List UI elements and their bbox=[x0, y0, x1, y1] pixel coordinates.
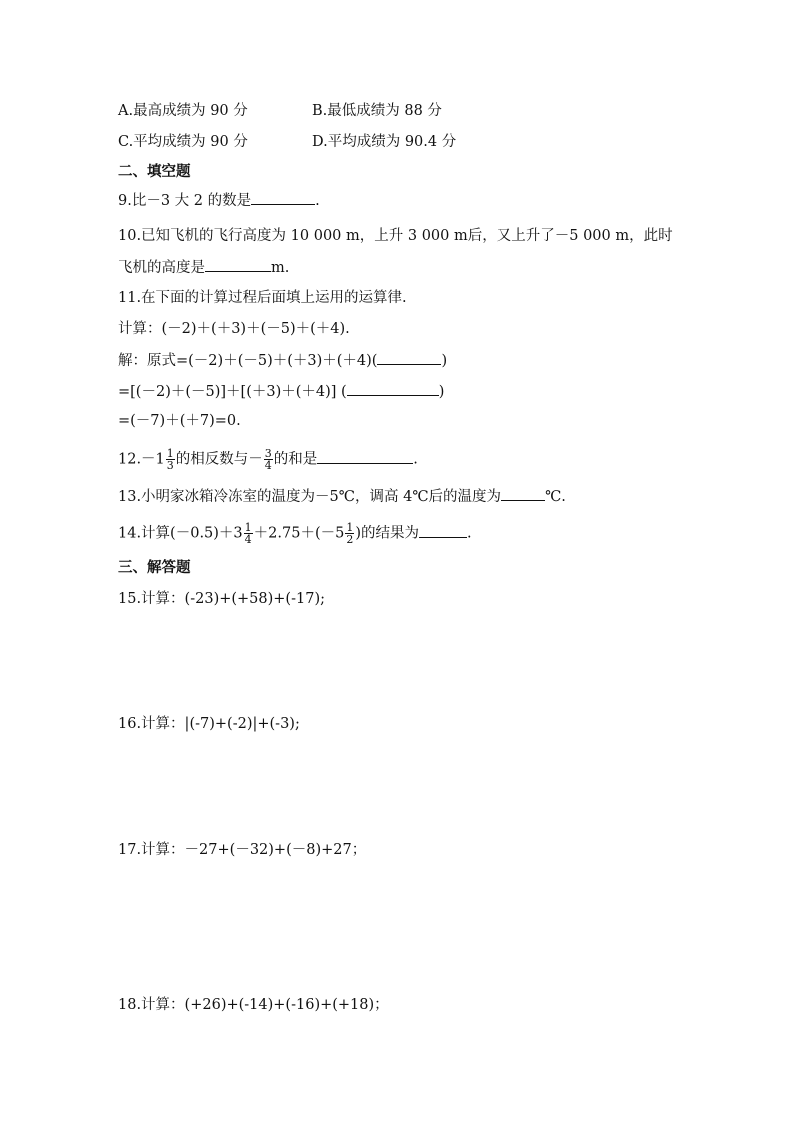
question-11-calc: 计算：(－2)＋(＋3)＋(－5)＋(＋4). bbox=[118, 321, 350, 337]
q14-end: . bbox=[467, 525, 472, 542]
question-13 bbox=[118, 486, 566, 507]
q10-answer-blank[interactable] bbox=[205, 257, 271, 272]
q14-fraction-1 bbox=[244, 522, 253, 545]
question-12 bbox=[118, 448, 418, 471]
q13-unit: ℃. bbox=[545, 489, 566, 505]
question-17: 17.计算：－27+(－32)+(－8)+27； bbox=[118, 842, 367, 858]
q10-unit: m. bbox=[271, 260, 290, 276]
question-9 bbox=[118, 190, 320, 211]
q13-text: 13.小明家冰箱冷冻室的温度为－5℃，调高 4℃后的温度为 bbox=[118, 489, 502, 505]
q9-answer-blank[interactable] bbox=[251, 190, 315, 205]
q11-step2-close: ) bbox=[438, 384, 445, 400]
q12-end: . bbox=[413, 451, 418, 468]
q12-frac2-numerator: 3 bbox=[264, 447, 272, 460]
q12-frac2-denominator: 4 bbox=[264, 459, 272, 472]
q14-frac2-denominator: 2 bbox=[346, 533, 354, 546]
q14-frac2-numerator: 1 bbox=[346, 521, 354, 534]
q14-fraction-2 bbox=[345, 522, 354, 545]
q12-frac1-numerator: 1 bbox=[166, 447, 174, 460]
q12-prefix: 12.－1 bbox=[118, 451, 165, 468]
choice-c: C.平均成绩为 90 分 bbox=[118, 134, 248, 150]
question-14 bbox=[118, 522, 472, 545]
q9-text: 9.比－3 大 2 的数是 bbox=[118, 193, 252, 209]
q14-prefix: 14.计算(－0.5)＋3 bbox=[118, 525, 243, 542]
question-11-step-1 bbox=[118, 350, 447, 371]
question-16: 16.计算：|(-7)+(-2)|+(-3); bbox=[118, 716, 300, 732]
q11-step1-blank[interactable] bbox=[377, 350, 441, 365]
q12-suffix: 的和是 bbox=[273, 451, 318, 468]
q14-answer-blank[interactable] bbox=[419, 523, 467, 538]
q11-step2-blank[interactable] bbox=[347, 381, 439, 396]
q12-middle: 的相反数与－ bbox=[175, 451, 263, 468]
choice-d: D.平均成绩为 90.4 分 bbox=[312, 134, 457, 150]
section-answer-heading: 三、解答题 bbox=[118, 560, 191, 576]
question-10-line-1: 10.已知飞机的飞行高度为 10 000 m，上升 3 000 m后，又上升了－5 000 m，此时 bbox=[118, 228, 673, 244]
question-15: 15.计算：(-23)+(+58)+(-17); bbox=[118, 591, 325, 607]
q12-fraction-1 bbox=[166, 448, 175, 471]
section-fill-in-heading: 二、填空题 bbox=[118, 164, 191, 180]
q14-frac1-numerator: 1 bbox=[244, 521, 252, 534]
q14-middle: ＋2.75＋(－5 bbox=[253, 525, 345, 542]
q12-frac1-denominator: 3 bbox=[166, 459, 174, 472]
choice-b: B.最低成绩为 88 分 bbox=[312, 103, 442, 119]
q13-answer-blank[interactable] bbox=[501, 486, 545, 501]
question-10-line-2 bbox=[118, 257, 289, 278]
q11-step1-text: 解：原式=(－2)＋(－5)＋(＋3)＋(＋4)( bbox=[118, 353, 378, 369]
q11-step1-close: ) bbox=[441, 353, 448, 369]
question-11-step-3: =(－7)＋(＋7)=0. bbox=[118, 413, 241, 429]
choice-row-1 bbox=[118, 101, 442, 121]
q11-step2-text: =[(－2)＋(－5)]＋[(＋3)＋(＋4)] ( bbox=[118, 384, 347, 400]
question-18: 18.计算：(+26)+(-14)+(-16)+(+18)； bbox=[118, 997, 389, 1013]
q14-frac1-denominator: 4 bbox=[244, 533, 252, 546]
question-11-step-2 bbox=[118, 381, 444, 402]
choice-row-2 bbox=[118, 132, 456, 152]
q12-answer-blank[interactable] bbox=[317, 449, 413, 464]
q12-fraction-2 bbox=[264, 448, 273, 471]
q10-text: 飞机的高度是 bbox=[118, 260, 205, 276]
choice-a: A.最高成绩为 90 分 bbox=[118, 103, 248, 119]
q14-suffix: )的结果为 bbox=[355, 525, 420, 542]
question-11-title: 11.在下面的计算过程后面填上运用的运算律. bbox=[118, 290, 407, 306]
q9-end: . bbox=[315, 193, 320, 209]
